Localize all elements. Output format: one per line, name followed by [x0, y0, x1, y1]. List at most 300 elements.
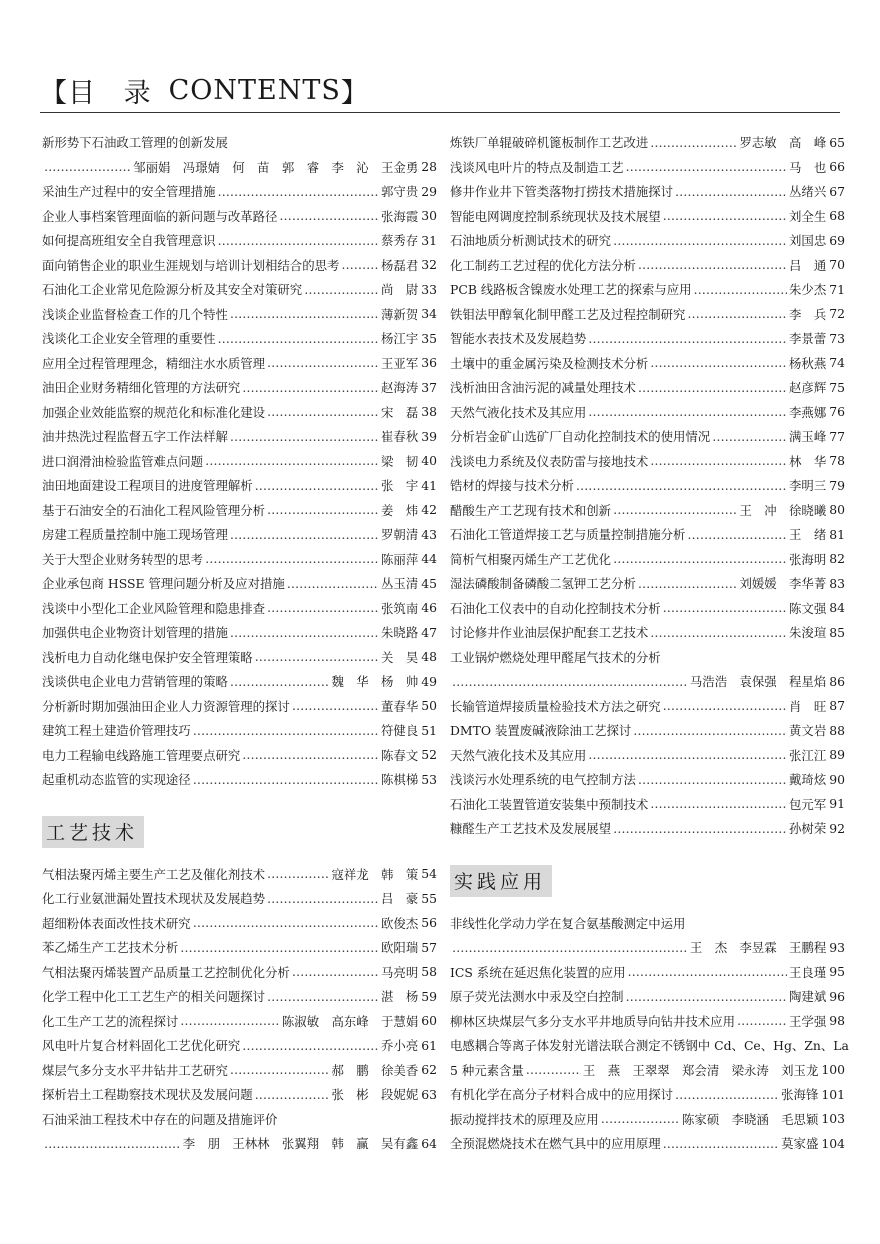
toc-entry[interactable]: [42, 155, 437, 180]
entry-authors: 李明三: [789, 478, 827, 494]
toc-entry[interactable]: [42, 547, 437, 572]
dot-leader: [230, 306, 379, 321]
entry-title: 智能水表技术及发展趋势: [450, 331, 587, 347]
entry-authors: 李 兵: [789, 306, 827, 322]
toc-entry[interactable]: [450, 669, 845, 694]
toc-entry[interactable]: [42, 1131, 437, 1156]
entry-page-number: 85: [829, 624, 845, 640]
toc-entry[interactable]: [42, 277, 437, 302]
entry-page-number: 74: [829, 355, 845, 371]
entry-title: 化学工程中化工工艺生产的相关问题探讨: [42, 989, 266, 1005]
entry-authors: 满玉峰: [789, 429, 827, 445]
dot-leader: [675, 1087, 779, 1102]
dot-leader: [650, 453, 787, 468]
toc-entry[interactable]: [42, 571, 437, 596]
toc-entry[interactable]: [42, 326, 437, 351]
entry-title: 分析新时期加强油田企业人力资源管理的探讨: [42, 698, 290, 714]
entry-title: 化工制药工艺过程的优化方法分析: [450, 257, 636, 273]
toc-entry[interactable]: [450, 155, 845, 180]
entry-page-number: 96: [829, 988, 845, 1004]
entry-authors: 莫家盛: [781, 1136, 819, 1152]
entry-page-number: 92: [829, 820, 845, 836]
dot-leader: [613, 502, 737, 517]
entry-authors: 姜 炜: [381, 502, 419, 518]
entry-authors: 刘国忠: [789, 233, 827, 249]
entry-authors: 王良瑾: [789, 964, 827, 980]
toc-entry[interactable]: [42, 1033, 437, 1058]
toc-entry[interactable]: [42, 302, 437, 327]
dot-leader: [694, 282, 788, 297]
entry-title: 建筑工程土建造价管理技巧: [42, 723, 191, 739]
entry-title: 天然气液化技术及其应用: [450, 404, 587, 420]
dot-leader: [687, 306, 787, 321]
toc-entry[interactable]: [450, 204, 845, 229]
entry-page-number: 66: [829, 159, 845, 175]
entry-authors: 王亚军: [381, 355, 419, 371]
entry-title: 浅谈中小型化工企业风险管理和隐患排查: [42, 600, 266, 616]
toc-entry[interactable]: [42, 522, 437, 547]
dot-leader: [613, 551, 787, 566]
entry-title: 浅谈化工企业安全管理的重要性: [42, 331, 216, 347]
entry-title: 房建工程质量控制中施工现场管理: [42, 527, 228, 543]
toc-entry[interactable]: [450, 1009, 845, 1034]
entry-authors: 张 彬 段妮妮: [331, 1087, 419, 1103]
dot-leader: [737, 1013, 787, 1028]
toc-entry[interactable]: [450, 375, 845, 400]
toc-entry[interactable]: [42, 596, 437, 621]
toc-entry[interactable]: [450, 1033, 849, 1058]
toc-entry[interactable]: [42, 179, 437, 204]
entry-authors: 湛 杨: [381, 989, 419, 1005]
entry-page-number: 67: [829, 183, 845, 199]
entry-authors: 薄新贺: [381, 306, 419, 322]
toc-entry[interactable]: [450, 130, 845, 155]
toc-entry[interactable]: [42, 984, 437, 1009]
entry-title: 柳林区块煤层气多分支水平井地质导向钻井技术应用: [450, 1013, 735, 1029]
toc-entry[interactable]: [450, 1058, 845, 1083]
entry-title: 湿法磷酸制备磷酸二氢钾工艺分析: [450, 576, 636, 592]
entry-title: 如何提高班组安全自我管理意识: [42, 233, 216, 249]
entry-title: 油田企业财务精细化管理的方法研究: [42, 380, 241, 396]
entry-authors: 张海明: [789, 551, 827, 567]
entry-page-number: 55: [421, 890, 437, 906]
entry-authors: 李 朋 王林林 张翼翔 韩 赢 吴有鑫: [182, 1136, 419, 1152]
entry-title: 有机化学在高分子材料合成中的应用探讨: [450, 1087, 674, 1103]
bracket-close: 】: [340, 77, 369, 109]
entry-authors: 马浩浩 袁保强 程星焰: [689, 674, 827, 690]
toc-entry[interactable]: [42, 911, 437, 936]
entry-authors: 吕 通: [789, 257, 827, 273]
entry-title: 炼铁厂单辊破碎机篦板制作工艺改进: [450, 135, 649, 151]
toc-entry[interactable]: [450, 449, 845, 474]
entry-page-number: 59: [421, 988, 437, 1004]
entry-authors: 陈春文: [381, 747, 419, 763]
entry-page-number: 54: [421, 866, 437, 882]
entry-title: 起重机动态监管的实现途径: [42, 772, 191, 788]
entry-page-number: 101: [821, 1086, 845, 1102]
entry-authors: 杨江宇: [381, 331, 419, 347]
entry-page-number: 86: [829, 673, 845, 689]
entry-title: 石油化工仪表中的自动化控制技术分析: [450, 600, 661, 616]
dot-leader: [267, 600, 379, 615]
entry-page-number: 41: [421, 477, 437, 493]
entry-authors: 张 宇: [381, 478, 419, 494]
toc-entry[interactable]: [450, 1131, 845, 1156]
entry-authors: 赵海涛: [381, 380, 419, 396]
entry-title: 超细粉体表面改性技术研究: [42, 915, 191, 931]
dot-leader: [341, 257, 379, 272]
entry-authors: 罗朝清: [381, 527, 419, 543]
toc-entry[interactable]: [450, 400, 845, 425]
toc-entry[interactable]: [450, 718, 845, 743]
toc-entry[interactable]: [450, 792, 845, 817]
toc-entry[interactable]: [450, 277, 845, 302]
right-column: [450, 130, 849, 1156]
toc-entry[interactable]: [42, 1009, 437, 1034]
entry-page-number: 31: [421, 232, 437, 248]
entry-title: 5 种元素含量: [450, 1062, 524, 1078]
toc-entry[interactable]: [42, 204, 437, 229]
section-heading-gongyi: 工艺技术: [42, 816, 144, 848]
entry-title: 化工行业氨泄漏处置技术现状及发展趋势: [42, 891, 266, 907]
entry-authors: 陈棋梯: [381, 772, 419, 788]
entry-page-number: 58: [421, 964, 437, 980]
entry-page-number: 76: [829, 404, 845, 420]
entry-title: 铁钼法甲醇氧化制甲醛工艺及过程控制研究: [450, 306, 686, 322]
entry-page-number: 68: [829, 208, 845, 224]
dot-leader: [242, 380, 379, 395]
entry-authors: 邹丽娟 冯璟婧 何 苗 郭 睿 李 沁 王金勇: [133, 159, 419, 175]
entry-title: 煤层气多分支水平井钻井工艺研究: [42, 1062, 228, 1078]
dot-leader: [267, 866, 329, 881]
entry-page-number: 43: [421, 526, 437, 542]
dot-leader: [230, 674, 330, 689]
toc-entry[interactable]: [42, 620, 437, 645]
dot-leader: [180, 940, 379, 955]
toc-entry[interactable]: [450, 596, 845, 621]
toc-entry[interactable]: [42, 960, 437, 985]
entry-page-number: 50: [421, 698, 437, 714]
entry-title: 化工生产工艺的流程探讨: [42, 1013, 179, 1029]
toc-entry[interactable]: [450, 911, 845, 936]
entry-authors: 丛玉清: [381, 576, 419, 592]
toc-entry[interactable]: [450, 743, 845, 768]
entry-authors: 欧阳瑞: [381, 940, 419, 956]
toc-entry[interactable]: [450, 547, 845, 572]
entry-page-number: 39: [421, 428, 437, 444]
entry-title: 探析岩土工程勘察技术现状及发展问题: [42, 1087, 253, 1103]
entry-page-number: 69: [829, 232, 845, 248]
entry-page-number: 80: [829, 502, 845, 518]
dot-leader: [588, 404, 787, 419]
entry-authors: 李景蕾: [789, 331, 827, 347]
entry-page-number: 29: [421, 183, 437, 199]
entry-authors: 陈文强: [789, 600, 827, 616]
entry-title: 基于石油安全的石油化工程风险管理分析: [42, 502, 266, 518]
entry-authors: 张筑南: [381, 600, 419, 616]
entry-authors: 丛绪兴: [789, 184, 827, 200]
dot-leader: [267, 404, 379, 419]
entry-title: 浅谈风电叶片的特点及制造工艺: [450, 159, 624, 175]
entry-page-number: 98: [829, 1013, 845, 1029]
dot-leader: [242, 1038, 379, 1053]
entry-title: 修井作业井下管类落物打捞技术措施探讨: [450, 184, 674, 200]
toc-entry[interactable]: [42, 424, 437, 449]
toc-entry[interactable]: [450, 351, 845, 376]
dot-leader: [663, 600, 787, 615]
entry-page-number: 52: [421, 747, 437, 763]
entry-title: 浅谈企业监督检查工作的几个特性: [42, 306, 228, 322]
dot-leader: [638, 380, 787, 395]
entry-title: 天然气液化技术及其应用: [450, 747, 587, 763]
entry-page-number: 91: [829, 796, 845, 812]
entry-title: 浅谈供电企业电力营销管理的策略: [42, 674, 228, 690]
header-en-title: CONTENTS: [168, 74, 341, 106]
entry-page-number: 72: [829, 306, 845, 322]
entry-authors: 乔小亮: [381, 1038, 419, 1054]
toc-entry[interactable]: [42, 1082, 437, 1107]
toc-entry[interactable]: [450, 984, 845, 1009]
toc-entry[interactable]: [450, 522, 845, 547]
entry-page-number: 71: [829, 281, 845, 297]
dot-leader: [217, 331, 379, 346]
left-column: [42, 130, 437, 1156]
entry-page-number: 28: [421, 159, 437, 175]
toc-entry[interactable]: [42, 767, 437, 792]
dot-leader: [576, 478, 787, 493]
entry-title: 原子荧光法测水中汞及空白控制: [450, 989, 624, 1005]
entry-title: 油田地面建设工程项目的进度管理解析: [42, 478, 253, 494]
entry-title: 糠醛生产工艺技术及发展展望: [450, 821, 612, 837]
entry-page-number: 51: [421, 722, 437, 738]
toc-entry[interactable]: [42, 1107, 437, 1132]
entry-page-number: 63: [421, 1086, 437, 1102]
toc-entry[interactable]: [450, 179, 845, 204]
toc-entry[interactable]: [42, 862, 437, 887]
section-heading-shijian: 实践应用: [450, 865, 552, 897]
dot-leader: [452, 674, 688, 689]
toc-entry[interactable]: [450, 1107, 845, 1132]
entry-title: 浅析油田含油污泥的减量处理技术: [450, 380, 636, 396]
dot-leader: [638, 772, 787, 787]
entry-page-number: 84: [829, 600, 845, 616]
dot-leader: [304, 282, 379, 297]
header-rule: [40, 112, 840, 113]
bracket-open: 【: [40, 77, 68, 109]
dot-leader: [292, 964, 379, 979]
toc-entry[interactable]: [450, 816, 845, 841]
entry-authors: 黄文岩: [789, 723, 827, 739]
entry-authors: 赵彦辉: [789, 380, 827, 396]
dot-leader: [230, 1062, 330, 1077]
dot-leader: [267, 502, 379, 517]
entry-page-number: 37: [421, 379, 437, 395]
toc-entry[interactable]: [450, 302, 845, 327]
entry-page-number: 90: [829, 771, 845, 787]
dot-leader: [205, 453, 379, 468]
entry-authors: 寇祥龙 韩 策: [331, 866, 419, 882]
toc-entry[interactable]: [42, 886, 437, 911]
entry-title: 新形势下石油政工管理的创新发展: [42, 135, 228, 151]
entry-page-number: 60: [421, 1013, 437, 1029]
toc-entry[interactable]: [42, 253, 437, 278]
entry-title: ICS 系统在延迟焦化装置的应用: [450, 964, 626, 980]
entry-authors: 林 华: [789, 453, 827, 469]
dot-leader: [255, 478, 379, 493]
entry-authors: 杨秋燕: [789, 355, 827, 371]
dot-leader: [217, 233, 379, 248]
toc-entry[interactable]: [42, 375, 437, 400]
toc-entry[interactable]: [42, 498, 437, 523]
toc-entry[interactable]: [42, 694, 437, 719]
toc-entry[interactable]: [42, 228, 437, 253]
entry-authors: 王 燕 王翠翠 郑会清 梁永涛 刘玉龙: [582, 1062, 819, 1078]
dot-leader: [588, 331, 787, 346]
entry-page-number: 36: [421, 355, 437, 371]
entry-title: 智能电网调度控制系统现状及技术展望: [450, 208, 661, 224]
entry-page-number: 61: [421, 1037, 437, 1053]
header-zh-title: 目 录: [68, 77, 161, 109]
toc-entry[interactable]: [42, 669, 437, 694]
toc-entry[interactable]: [450, 960, 845, 985]
dot-leader: [230, 429, 379, 444]
toc-entry[interactable]: [450, 645, 845, 670]
entry-page-number: 83: [829, 575, 845, 591]
entry-page-number: 95: [829, 964, 845, 980]
toc-entry[interactable]: [42, 1058, 437, 1083]
entry-page-number: 33: [421, 281, 437, 297]
dot-leader: [633, 723, 787, 738]
toc-entry[interactable]: [42, 473, 437, 498]
toc-entry[interactable]: [42, 351, 437, 376]
entry-authors: 包元军: [789, 796, 827, 812]
toc-list-shijian: [450, 911, 849, 1156]
entry-authors: 孙树荣: [789, 821, 827, 837]
entry-title: 土壤中的重金属污染及检测技术分析: [450, 355, 649, 371]
entry-page-number: 100: [821, 1062, 845, 1078]
entry-title: 风电叶片复合材料固化工艺优化研究: [42, 1038, 241, 1054]
toc-entry[interactable]: [450, 694, 845, 719]
toc-entry[interactable]: [42, 718, 437, 743]
entry-title: 应用全过程管理理念，精细注水水质管理: [42, 355, 266, 371]
entry-title: 油井热洗过程监督五字工作法样解: [42, 429, 228, 445]
entry-title: 电感耦合等离子体发射光谱法联合测定不锈钢中 Cd、Ce、Hg、Zn、La: [450, 1038, 849, 1054]
entry-authors: 李燕娜: [789, 404, 827, 420]
entry-page-number: 65: [829, 134, 845, 150]
entry-page-number: 62: [421, 1062, 437, 1078]
entry-title: 气相法聚丙烯装置产品质量工艺控制优化分析: [42, 964, 290, 980]
dot-leader: [663, 698, 787, 713]
entry-title: 石油化工装置管道安装集中预制技术: [450, 796, 649, 812]
entry-title: 锆材的焊接与技术分析: [450, 478, 574, 494]
toc-entry[interactable]: [450, 767, 845, 792]
dot-leader: [193, 772, 379, 787]
entry-page-number: 32: [421, 257, 437, 273]
toc-list-management: [42, 130, 437, 792]
dot-leader: [205, 551, 379, 566]
entry-title: 进口润滑油检验监管难点问题: [42, 453, 204, 469]
toc-entry[interactable]: [42, 743, 437, 768]
entry-authors: 朱晓路: [381, 625, 419, 641]
entry-title: 全预混燃烧技术在燃气具中的应用原理: [450, 1136, 661, 1152]
entry-title: 电力工程输电线路施工管理要点研究: [42, 747, 241, 763]
dot-leader: [628, 964, 788, 979]
dot-leader: [712, 429, 787, 444]
entry-page-number: 73: [829, 330, 845, 346]
toc-entry[interactable]: [450, 326, 845, 351]
entry-title: 企业人事档案管理面临的新问题与改革路径: [42, 208, 278, 224]
dot-leader: [638, 576, 738, 591]
toc-entry[interactable]: [450, 228, 845, 253]
entry-title: DMTO 装置废碱液除油工艺探讨: [450, 723, 632, 739]
entry-authors: 陶建斌: [789, 989, 827, 1005]
toc-entry[interactable]: [450, 498, 845, 523]
entry-authors: 宋 磊: [381, 404, 419, 420]
dot-leader: [650, 625, 787, 640]
entry-page-number: 48: [421, 649, 437, 665]
entry-authors: 肖 旺: [789, 698, 827, 714]
dot-leader: [255, 649, 379, 664]
dot-leader: [193, 915, 379, 930]
toc-entry[interactable]: [450, 473, 845, 498]
entry-page-number: 34: [421, 306, 437, 322]
entry-title: 讨论修井作业油层保护配套工艺技术: [450, 625, 649, 641]
dot-leader: [526, 1062, 581, 1077]
toc-entry[interactable]: [42, 449, 437, 474]
entry-page-number: 46: [421, 600, 437, 616]
entry-authors: 崔春秋: [381, 429, 419, 445]
entry-authors: 吕 豪: [381, 891, 419, 907]
toc-entry[interactable]: [450, 253, 845, 278]
entry-title: 企业承包商 HSSE 管理问题分析及应对措施: [42, 576, 285, 592]
entry-title: 长输管道焊接质量检验技术方法之研究: [450, 698, 661, 714]
entry-title: 浅谈污水处理系统的电气控制方法: [450, 772, 636, 788]
entry-page-number: 35: [421, 330, 437, 346]
dot-leader: [267, 355, 379, 370]
entry-page-number: 87: [829, 698, 845, 714]
dot-leader: [193, 723, 379, 738]
toc-entry[interactable]: [450, 935, 845, 960]
dot-leader: [675, 184, 787, 199]
entry-title: 苯乙烯生产工艺技术分析: [42, 940, 179, 956]
dot-leader: [638, 257, 787, 272]
toc-entry[interactable]: [42, 935, 437, 960]
entry-title: 石油化工企业常见危险源分析及其安全对策研究: [42, 282, 303, 298]
toc-entry[interactable]: [450, 424, 845, 449]
entry-authors: 尚 尉: [381, 282, 419, 298]
dot-leader: [44, 159, 131, 174]
entry-title: 醋酸生产工艺现有技术和创新: [450, 502, 612, 518]
toc-entry[interactable]: [450, 571, 845, 596]
dot-leader: [242, 747, 379, 762]
entry-title: PCB 线路板含镍废水处理工艺的探索与应用: [450, 282, 692, 298]
entry-page-number: 78: [829, 453, 845, 469]
entry-page-number: 79: [829, 477, 845, 493]
entry-page-number: 30: [421, 208, 437, 224]
entry-title: 振动搅拌技术的原理及应用: [450, 1111, 599, 1127]
dot-leader: [625, 989, 787, 1004]
toc-entry[interactable]: [450, 1082, 845, 1107]
toc-entry[interactable]: [42, 645, 437, 670]
toc-entry[interactable]: [450, 620, 845, 645]
entry-authors: 王 冲 徐晓曦: [739, 502, 827, 518]
entry-title: 采油生产过程中的安全管理措施: [42, 184, 216, 200]
toc-entry[interactable]: [42, 400, 437, 425]
entry-title: 加强供电企业物资计划管理的措施: [42, 625, 228, 641]
toc-list-right: [450, 130, 845, 841]
toc-entry[interactable]: [42, 130, 437, 155]
entry-authors: 陈丽萍: [381, 551, 419, 567]
